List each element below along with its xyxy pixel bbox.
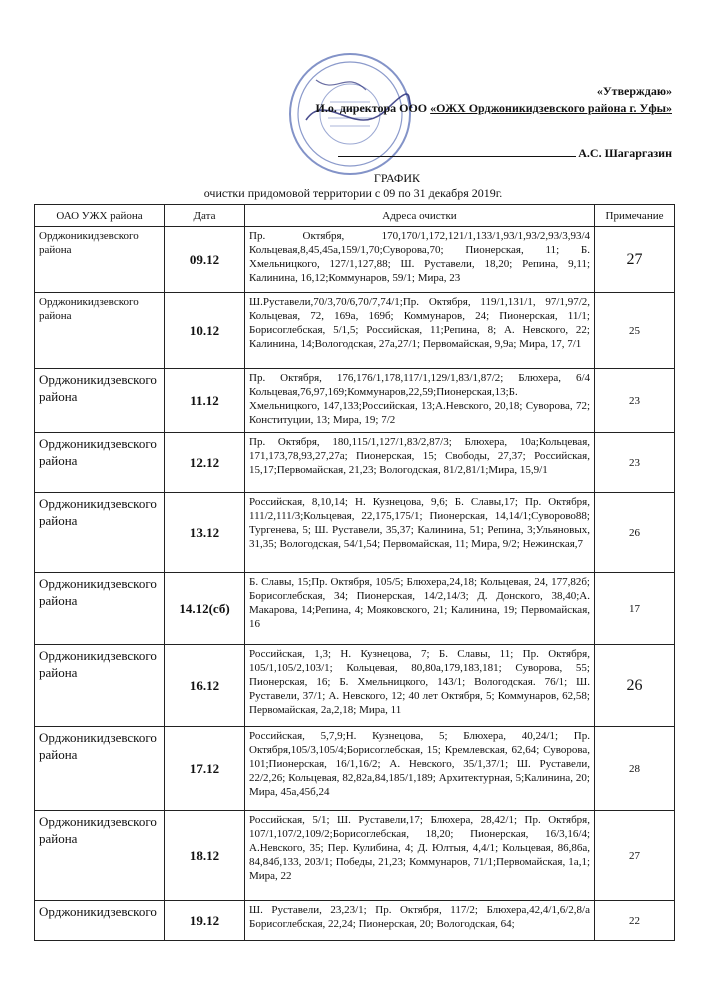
signature-underline [338, 145, 576, 157]
district-cell: Орджоникидзевского района [35, 433, 165, 493]
table-row [35, 433, 675, 493]
table-row [35, 901, 675, 941]
column-header: Адреса очистки [245, 205, 595, 227]
date-cell: 11.12 [165, 369, 245, 433]
address-cell: Российская, 1,3; Н. Кузнецова, 7; Б. Славы, 11; Пр. Октября, 105/1,105/2,103/1; Кольцевая, 80,80а,179,183,181; Суворова, 55; Пионерская, 16; Б. Хмельницкого, 143/1; Вологодская. 76/1; Ш. Руставели, 37/1; А. Невского, 12; 40 лет Октября, 5; Коммунаров, 62,58; Первомайская, 2а,2,18; Мира, 11 [245, 645, 595, 727]
note-cell: 22 [595, 901, 675, 941]
signatory-name: А.С. Шагаргазин [578, 146, 672, 160]
date-cell: 19.12 [165, 901, 245, 941]
signature-line [300, 145, 672, 161]
note-cell: 26 [595, 645, 675, 727]
district-cell: Орджоникидзевского [35, 901, 165, 941]
approver-position [300, 100, 672, 117]
column-header: Примечание [595, 205, 675, 227]
address-cell: Пр. Октября, 176,176/1,178,117/1,129/1,83/1,87/2; Блюхера, 6/4 Кольцевая,76,97,169;Коммунаров,22,59;Пионерская,13;Б. Хмельницкого, 147,133;Российская, 13;А.Невского, 20,18; Суворова, 72; Конституции, 13; Мира, 19; 7/2 [245, 369, 595, 433]
document-title: ГРАФИК [373, 171, 421, 185]
column-header: Дата [165, 205, 245, 227]
note-cell: 27 [595, 227, 675, 293]
note-cell: 27 [595, 811, 675, 901]
table-row [35, 369, 675, 433]
cleaning-schedule-table [34, 204, 675, 941]
table-row [35, 811, 675, 901]
date-cell: 18.12 [165, 811, 245, 901]
date-cell: 16.12 [165, 645, 245, 727]
table-row [35, 293, 675, 369]
company-name: «ОЖХ Орджоникидзевского района г. Уфы» [430, 101, 672, 115]
district-cell: Орджоникидзевского района [35, 293, 165, 369]
table-row [35, 727, 675, 811]
district-cell: Орджоникидзевского района [35, 227, 165, 293]
address-cell: Российская, 5,7,9;Н. Кузнецова, 5; Блюхера, 40,24/1; Пр. Октября,105/3,105/4;Борисоглебская, 15; Кремлевская, 62,64; Суворова, 101;Пионерская, 16/1,16/2; А. Невского, 35/1,37/1; Ш. Руставели, 22/2,26; Кольцевая, 82,82а,84,185/1,189; Архитектурная, 5;Калинина, 20; Мира, 45а,45б,24 [245, 727, 595, 811]
approval-block [300, 83, 672, 117]
date-cell: 17.12 [165, 727, 245, 811]
address-cell: Российская, 5/1; Ш. Руставели,17; Блюхера, 28,42/1; Пр. Октября, 107/1,107/2,109/2;Борисоглебская, 18,20; Пионерская, 16/3,16/4; А.Невского, 35; Пер. Кулибина, 4; Д. Юлтыя, 4,4/1; Кольцевая, 86,86а, 84,84б,133, 203/1; Победы, 21,23; Коммунаров, 71/1;Первомайская, 1а,1; Мира, 22 [245, 811, 595, 901]
address-cell: Ш. Руставели, 23,23/1; Пр. Октября, 117/2; Блюхера,42,4/1,6/2,8/а Борисоглебская, 22,24; Пионерская, 20; Вологодская, 64; [245, 901, 595, 941]
note-cell: 23 [595, 433, 675, 493]
document-subtitle: очистки придомовой территории с 09 по 31 декабря 2019г. [203, 186, 503, 200]
date-cell: 10.12 [165, 293, 245, 369]
table-header-row [35, 205, 675, 227]
table-row [35, 645, 675, 727]
district-cell: Орджоникидзевского района [35, 573, 165, 645]
note-cell: 23 [595, 369, 675, 433]
district-cell: Орджоникидзевского района [35, 369, 165, 433]
table-row [35, 573, 675, 645]
note-cell: 25 [595, 293, 675, 369]
district-cell: Орджоникидзевского района [35, 727, 165, 811]
note-cell: 28 [595, 727, 675, 811]
date-cell: 13.12 [165, 493, 245, 573]
note-cell: 17 [595, 573, 675, 645]
address-cell: Ш.Руставели,70/3,70/6,70/7,74/1;Пр. Октября, 119/1,131/1, 97/1,97/2, Кольцевая, 72, 169а, 169б; Коммунаров, 24; Пионерская, 11/1; Борисоглебская, 5/1,5; Российская, 11;Репина, 8; А. Невского, 22; Калинина, 14;Вологодская, 27а,27/1; Первомайская, 9,9а; Мира, 17, 7/1 [245, 293, 595, 369]
address-cell: Российская, 8,10,14; Н. Кузнецова, 9,6; Б. Славы,17; Пр. Октября, 111/2,111/3;Кольцевая, 22,175,175/1; Пионерская, 14,14/1;Суворово88; Тургенева, 5; Ш. Руставели, 35,37; Калинина, 51; Репина, 3;Ульяновых, 31,35; Вологодская, 54/1,54; Первомайская, 11; Мира, 9/2; Нежинская,7 [245, 493, 595, 573]
district-cell: Орджоникидзевского района [35, 645, 165, 727]
district-cell: Орджоникидзевского района [35, 493, 165, 573]
date-cell: 12.12 [165, 433, 245, 493]
approve-label: «Утверждаю» [596, 84, 672, 98]
address-cell: Пр. Октября, 170,170/1,172,121/1,133/1,93/1,93/2,93/3,93/4 Кольцевая,8,45,45а,159/1,70;Суворова,70; Пионерская, 11; Б. Хмельницкого, 127/1,127,88; Ш. Руставели, 18,20; Репина, 9,11; Калинина, 16,12;Коммунаров, 59/1; Мира, 23 [245, 227, 595, 293]
address-cell: Б. Славы, 15;Пр. Октября, 105/5; Блюхера,24,18; Кольцевая, 24, 177,82б; Борисоглебская, 34; Пионерская, 14/2,14/3; Д. Донского, 38,40;А. Макарова, 14;Репина, 4; Мояковского, 21; Калинина, 19; Первомайская, 16 [245, 573, 595, 645]
note-cell: 26 [595, 493, 675, 573]
table-row [35, 493, 675, 573]
district-cell: Орджоникидзевского района [35, 811, 165, 901]
date-cell: 09.12 [165, 227, 245, 293]
position-prefix: И.о. директора ООО [315, 101, 431, 115]
date-cell: 14.12(сб) [165, 573, 245, 645]
column-header: ОАО УЖХ района [35, 205, 165, 227]
table-row [35, 227, 675, 293]
address-cell: Пр. Октября, 180,115/1,127/1,83/2,87/3; Блюхера, 10а;Кольцевая, 171,173,78,93,27,27а; Пионерская, 15; Свободы, 27,37; Российская, 15,17;Первомайская, 21,23; Вологодская, 81/2,81/1;Мира, 15,9/1 [245, 433, 595, 493]
